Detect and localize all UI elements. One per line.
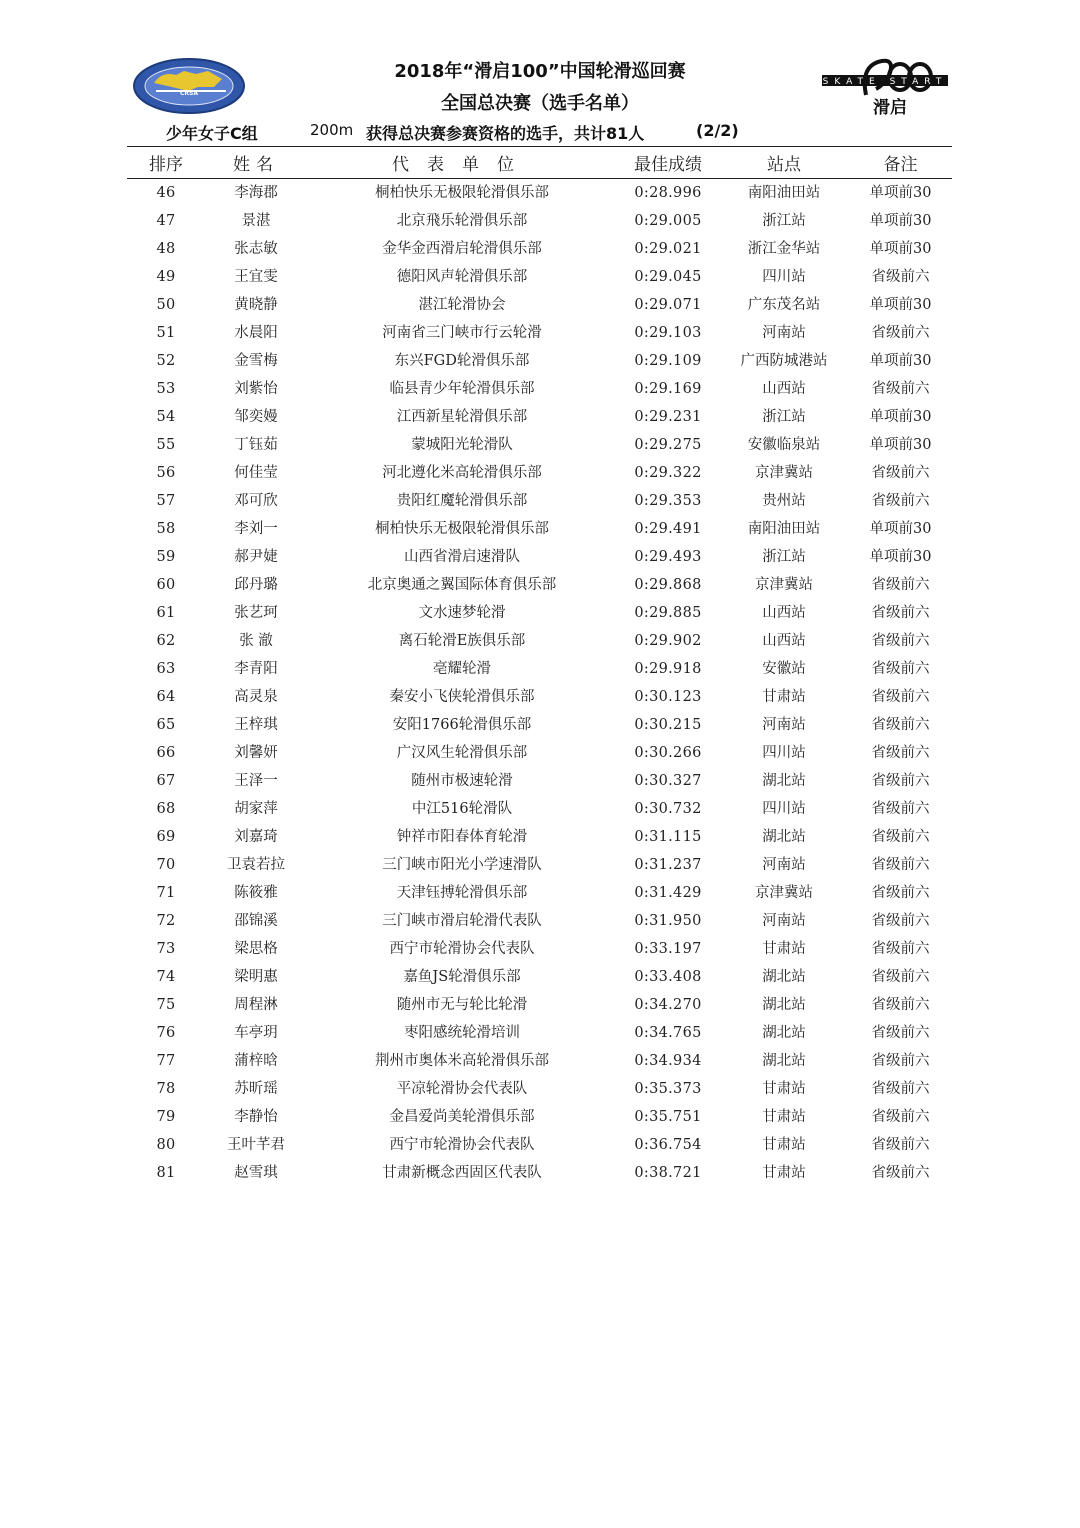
note-cell: 单项前30 — [869, 521, 932, 537]
time-cell: 0:29.071 — [634, 297, 702, 313]
rank-cell: 71 — [156, 885, 176, 901]
name-cell: 水晨阳 — [234, 325, 278, 341]
name-cell: 丁钰茹 — [234, 437, 278, 453]
rank-cell: 52 — [156, 353, 176, 369]
rank-cell: 73 — [156, 941, 176, 957]
unit-cell: 钟祥市阳春体育轮滑 — [396, 829, 528, 845]
name-cell: 李青阳 — [234, 661, 278, 677]
note-cell: 省级前六 — [871, 997, 930, 1013]
rank-cell: 68 — [156, 801, 176, 817]
rank-cell: 46 — [156, 185, 176, 201]
note-cell: 省级前六 — [871, 1025, 930, 1041]
unit-cell: 山西省滑启速滑队 — [404, 549, 520, 565]
unit-cell: 临县青少年轮滑俱乐部 — [389, 381, 535, 397]
time-cell: 0:29.005 — [634, 213, 702, 229]
time-cell: 0:29.868 — [634, 577, 702, 593]
rank-cell: 74 — [156, 969, 176, 985]
rank-cell: 63 — [156, 661, 176, 677]
unit-cell: 平凉轮滑协会代表队 — [396, 1081, 528, 1097]
rank-cell: 55 — [156, 437, 176, 453]
rank-cell: 51 — [156, 325, 176, 341]
time-cell: 0:34.765 — [634, 1025, 702, 1041]
station-cell: 湖北站 — [762, 1025, 806, 1041]
unit-cell: 桐柏快乐无极限轮滑俱乐部 — [375, 521, 549, 537]
note-cell: 省级前六 — [871, 1109, 930, 1125]
time-cell: 0:35.373 — [634, 1081, 702, 1097]
station-cell: 山西站 — [762, 633, 806, 649]
station-cell: 浙江站 — [762, 213, 806, 229]
table-row — [127, 712, 952, 740]
note-cell: 省级前六 — [871, 1053, 930, 1069]
name-cell: 李海郡 — [234, 185, 278, 201]
unit-cell: 随州市极速轮滑 — [411, 773, 513, 789]
station-cell: 安徽站 — [762, 661, 806, 677]
time-cell: 0:29.045 — [634, 269, 702, 285]
station-cell: 广东茂名站 — [747, 297, 821, 313]
station-cell: 甘肃站 — [762, 1165, 806, 1181]
table-row — [127, 936, 952, 964]
station-cell: 山西站 — [762, 605, 806, 621]
unit-cell: 东兴FGD轮滑俱乐部 — [394, 353, 530, 369]
name-cell: 卫袁若拉 — [227, 857, 285, 873]
note-cell: 单项前30 — [869, 549, 932, 565]
note-cell: 省级前六 — [871, 605, 930, 621]
name-cell: 景湛 — [241, 213, 271, 229]
rank-cell: 48 — [156, 241, 176, 257]
note-cell: 省级前六 — [871, 969, 930, 985]
time-cell: 0:29.322 — [634, 465, 702, 481]
table-row — [127, 740, 952, 768]
unit-cell: 金华金西滑启轮滑俱乐部 — [382, 241, 542, 257]
rank-cell: 79 — [156, 1109, 176, 1125]
table-row — [127, 1160, 952, 1188]
unit-cell: 江西新星轮滑俱乐部 — [396, 409, 528, 425]
table-row — [127, 180, 952, 208]
station-cell: 湖北站 — [762, 969, 806, 985]
note-cell: 省级前六 — [871, 801, 930, 817]
note-cell: 省级前六 — [871, 661, 930, 677]
note-cell: 省级前六 — [871, 745, 930, 761]
note-cell: 省级前六 — [871, 857, 930, 873]
unit-cell: 三门峡市阳光小学速滑队 — [382, 857, 542, 873]
time-cell: 0:29.491 — [634, 521, 702, 537]
qualification-text: 获得总决赛参赛资格的选手，共计81人 — [366, 124, 645, 143]
time-cell: 0:29.902 — [634, 633, 702, 649]
table-row — [127, 1132, 952, 1160]
name-cell: 刘紫怡 — [234, 381, 278, 397]
col-note-header: 备注 — [883, 155, 918, 175]
table-row — [127, 376, 952, 404]
table-row — [127, 880, 952, 908]
svg-text:CRSA: CRSA — [180, 90, 198, 97]
note-cell: 省级前六 — [871, 381, 930, 397]
name-cell: 高灵泉 — [234, 689, 278, 705]
name-cell: 王叶芊君 — [227, 1137, 285, 1153]
rank-cell: 80 — [156, 1137, 176, 1153]
station-cell: 安徽临泉站 — [747, 437, 821, 453]
rank-cell: 75 — [156, 997, 176, 1013]
rank-cell: 56 — [156, 465, 176, 481]
name-cell: 邓可欣 — [234, 493, 278, 509]
time-cell: 0:29.231 — [634, 409, 702, 425]
name-cell: 胡家萍 — [234, 801, 278, 817]
col-time-header: 最佳成绩 — [634, 155, 702, 175]
col-rank-header: 排序 — [149, 155, 183, 175]
unit-cell: 蒙城阳光轮滑队 — [411, 437, 513, 453]
station-cell: 京津冀站 — [755, 577, 813, 593]
unit-cell: 枣阳感统轮滑培训 — [404, 1025, 520, 1041]
name-cell: 王宜雯 — [234, 269, 278, 285]
unit-cell: 湛江轮滑协会 — [418, 297, 506, 313]
unit-cell: 贵阳红魔轮滑俱乐部 — [396, 493, 528, 509]
name-cell: 李静怡 — [234, 1109, 278, 1125]
table-row — [127, 544, 952, 572]
unit-cell: 金昌爱尚美轮滑俱乐部 — [389, 1109, 535, 1125]
station-cell: 湖北站 — [762, 829, 806, 845]
unit-cell: 西宁市轮滑协会代表队 — [389, 1137, 535, 1153]
rank-cell: 81 — [156, 1165, 176, 1181]
distance-label: 200m — [310, 121, 354, 139]
note-cell: 省级前六 — [871, 941, 930, 957]
note-cell: 省级前六 — [871, 829, 930, 845]
name-cell: 张 澈 — [239, 633, 273, 649]
unit-cell: 河北遵化米高轮滑俱乐部 — [382, 465, 542, 481]
rank-cell: 70 — [156, 857, 176, 873]
name-cell: 何佳莹 — [234, 465, 278, 481]
table-row — [127, 264, 952, 292]
name-cell: 王梓琪 — [234, 717, 278, 733]
note-cell: 省级前六 — [871, 493, 930, 509]
unit-cell: 北京奥通之翼国际体育俱乐部 — [367, 577, 557, 593]
time-cell: 0:29.353 — [634, 493, 702, 509]
unit-cell: 桐柏快乐无极限轮滑俱乐部 — [375, 185, 549, 201]
name-cell: 刘馨妍 — [234, 745, 278, 761]
unit-cell: 德阳风声轮滑俱乐部 — [396, 269, 528, 285]
table-row — [127, 824, 952, 852]
time-cell: 0:31.237 — [634, 857, 702, 873]
table-row — [127, 292, 952, 320]
note-cell: 省级前六 — [871, 689, 930, 705]
time-cell: 0:30.123 — [634, 689, 702, 705]
name-cell: 陈筱雅 — [234, 885, 278, 901]
name-cell: 苏昕瑶 — [234, 1081, 278, 1097]
time-cell: 0:35.751 — [634, 1109, 702, 1125]
table-row — [127, 320, 952, 348]
unit-cell: 河南省三门峡市行云轮滑 — [382, 325, 542, 341]
note-cell: 省级前六 — [871, 465, 930, 481]
station-cell: 广西防城港站 — [740, 353, 828, 369]
station-cell: 甘肃站 — [762, 1109, 806, 1125]
note-cell: 省级前六 — [871, 633, 930, 649]
table-row — [127, 236, 952, 264]
note-cell: 省级前六 — [871, 325, 930, 341]
name-cell: 郝尹婕 — [234, 549, 278, 565]
name-cell: 张志敏 — [234, 241, 278, 257]
station-cell: 甘肃站 — [762, 1081, 806, 1097]
time-cell: 0:31.115 — [634, 829, 702, 845]
rank-cell: 65 — [156, 717, 176, 733]
note-cell: 省级前六 — [871, 269, 930, 285]
station-cell: 山西站 — [762, 381, 806, 397]
col-unit-header: 代表单位 — [392, 155, 532, 175]
rank-cell: 66 — [156, 745, 176, 761]
station-cell: 南阳油田站 — [747, 185, 821, 201]
table-row — [127, 908, 952, 936]
table-row — [127, 488, 952, 516]
time-cell: 0:33.408 — [634, 969, 702, 985]
station-cell: 湖北站 — [762, 773, 806, 789]
rank-cell: 78 — [156, 1081, 176, 1097]
note-cell: 省级前六 — [871, 577, 930, 593]
table-row — [127, 1048, 952, 1076]
time-cell: 0:33.197 — [634, 941, 702, 957]
note-cell: 省级前六 — [871, 1165, 930, 1181]
name-cell: 周程淋 — [234, 997, 278, 1013]
station-cell: 南阳油田站 — [747, 521, 821, 537]
station-cell: 浙江金华站 — [747, 241, 821, 257]
station-cell: 河南站 — [762, 325, 806, 341]
table-row — [127, 432, 952, 460]
table-top-rule — [127, 146, 952, 147]
unit-cell: 天津钰搏轮滑俱乐部 — [396, 885, 528, 901]
table-row — [127, 1020, 952, 1048]
time-cell: 0:30.732 — [634, 801, 702, 817]
name-cell: 赵雪琪 — [234, 1165, 278, 1181]
unit-cell: 甘肃新概念西固区代表队 — [382, 1165, 542, 1181]
note-cell: 省级前六 — [871, 1081, 930, 1097]
rank-cell: 77 — [156, 1053, 176, 1069]
station-cell: 湖北站 — [762, 1053, 806, 1069]
time-cell: 0:30.327 — [634, 773, 702, 789]
time-cell: 0:29.885 — [634, 605, 702, 621]
station-cell: 贵州站 — [762, 493, 806, 509]
unit-cell: 文水速梦轮滑 — [418, 605, 506, 621]
time-cell: 0:31.950 — [634, 913, 702, 929]
station-cell: 浙江站 — [762, 409, 806, 425]
rank-cell: 47 — [156, 213, 176, 229]
name-cell: 王泽一 — [234, 773, 278, 789]
rank-cell: 76 — [156, 1025, 176, 1041]
table-row — [127, 852, 952, 880]
time-cell: 0:36.754 — [634, 1137, 702, 1153]
station-cell: 四川站 — [762, 745, 806, 761]
note-cell: 省级前六 — [871, 773, 930, 789]
table-row — [127, 964, 952, 992]
time-cell: 0:29.493 — [634, 549, 702, 565]
time-cell: 0:28.996 — [634, 185, 702, 201]
name-cell: 梁思格 — [234, 941, 278, 957]
table-row — [127, 460, 952, 488]
time-cell: 0:29.275 — [634, 437, 702, 453]
unit-cell: 广汉风生轮滑俱乐部 — [396, 745, 528, 761]
brand-cn-text: 滑启 — [873, 98, 907, 118]
rank-cell: 59 — [156, 549, 176, 565]
rank-cell: 58 — [156, 521, 176, 537]
note-cell: 单项前30 — [869, 437, 932, 453]
page-subtitle: 全国总决赛（选手名单） — [441, 93, 639, 114]
col-name-header: 姓名 — [233, 155, 279, 175]
table-row — [127, 348, 952, 376]
rank-cell: 60 — [156, 577, 176, 593]
note-cell: 省级前六 — [871, 717, 930, 733]
rank-cell: 61 — [156, 605, 176, 621]
table-row — [127, 404, 952, 432]
note-cell: 省级前六 — [871, 913, 930, 929]
station-cell: 河南站 — [762, 857, 806, 873]
results-table-body — [127, 180, 952, 1188]
note-cell: 省级前六 — [871, 1137, 930, 1153]
page-indicator: (2/2) — [696, 121, 739, 140]
table-row — [127, 600, 952, 628]
unit-cell: 三门峡市滑启轮滑代表队 — [382, 913, 542, 929]
table-row — [127, 572, 952, 600]
table-row — [127, 796, 952, 824]
station-cell: 甘肃站 — [762, 689, 806, 705]
note-cell: 省级前六 — [871, 885, 930, 901]
station-cell: 京津冀站 — [755, 885, 813, 901]
table-row — [127, 516, 952, 544]
station-cell: 四川站 — [762, 801, 806, 817]
station-cell: 浙江站 — [762, 549, 806, 565]
note-cell: 单项前30 — [869, 297, 932, 313]
station-cell: 甘肃站 — [762, 941, 806, 957]
group-label: 少年女子C组 — [166, 124, 258, 143]
brand-text: SKATE START — [822, 77, 948, 87]
station-cell: 甘肃站 — [762, 1137, 806, 1153]
table-header — [127, 150, 952, 176]
time-cell: 0:29.169 — [634, 381, 702, 397]
name-cell: 邹奕嫚 — [234, 409, 278, 425]
note-cell: 单项前30 — [869, 353, 932, 369]
time-cell: 0:30.215 — [634, 717, 702, 733]
name-cell: 车亭玥 — [234, 1025, 278, 1041]
station-cell: 四川站 — [762, 269, 806, 285]
rank-cell: 49 — [156, 269, 176, 285]
time-cell: 0:29.021 — [634, 241, 702, 257]
name-cell: 黄晓静 — [234, 297, 278, 313]
unit-cell: 中江516轮滑队 — [411, 801, 513, 817]
time-cell: 0:31.429 — [634, 885, 702, 901]
rank-cell: 50 — [156, 297, 176, 313]
rank-cell: 53 — [156, 381, 176, 397]
note-cell: 单项前30 — [869, 185, 932, 201]
col-station-header: 站点 — [767, 155, 801, 175]
time-cell: 0:34.270 — [634, 997, 702, 1013]
name-cell: 邵锦溪 — [234, 913, 278, 929]
name-cell: 金雪梅 — [234, 353, 278, 369]
time-cell: 0:34.934 — [634, 1053, 702, 1069]
time-cell: 0:29.918 — [634, 661, 702, 677]
unit-cell: 嘉鱼JS轮滑俱乐部 — [403, 969, 521, 985]
table-header-rule — [127, 178, 952, 179]
table-row — [127, 768, 952, 796]
unit-cell: 离石轮滑E族俱乐部 — [398, 633, 526, 649]
rank-cell: 57 — [156, 493, 176, 509]
unit-cell: 亳耀轮滑 — [433, 661, 491, 677]
rank-cell: 62 — [156, 633, 176, 649]
name-cell: 张艺珂 — [234, 605, 278, 621]
time-cell: 0:38.721 — [634, 1165, 702, 1181]
station-cell: 京津冀站 — [755, 465, 813, 481]
note-cell: 单项前30 — [869, 213, 932, 229]
note-cell: 单项前30 — [869, 241, 932, 257]
unit-cell: 荆州市奥体米高轮滑俱乐部 — [375, 1053, 549, 1069]
rank-cell: 69 — [156, 829, 176, 845]
name-cell: 刘嘉琦 — [234, 829, 278, 845]
name-cell: 蒲梓晗 — [234, 1053, 278, 1069]
rank-cell: 72 — [156, 913, 176, 929]
time-cell: 0:30.266 — [634, 745, 702, 761]
table-row — [127, 208, 952, 236]
rank-cell: 54 — [156, 409, 176, 425]
name-cell: 梁明惠 — [234, 969, 278, 985]
table-row — [127, 992, 952, 1020]
unit-cell: 北京飛乐轮滑俱乐部 — [396, 213, 528, 229]
table-row — [127, 628, 952, 656]
unit-cell: 随州市无与轮比轮滑 — [396, 997, 528, 1013]
name-cell: 邱丹璐 — [234, 577, 278, 593]
rank-cell: 64 — [156, 689, 176, 705]
unit-cell: 西宁市轮滑协会代表队 — [389, 941, 535, 957]
unit-cell: 秦安小飞侠轮滑俱乐部 — [389, 689, 535, 705]
table-row — [127, 656, 952, 684]
station-cell: 河南站 — [762, 717, 806, 733]
name-cell: 李刘一 — [234, 521, 278, 537]
table-row — [127, 1076, 952, 1104]
note-cell: 单项前30 — [869, 409, 932, 425]
table-row — [127, 684, 952, 712]
rank-cell: 67 — [156, 773, 176, 789]
unit-cell: 安阳1766轮滑俱乐部 — [392, 717, 532, 733]
station-cell: 湖北站 — [762, 997, 806, 1013]
station-cell: 河南站 — [762, 913, 806, 929]
page-title: 2018年“滑启100”中国轮滑巡回赛 — [394, 61, 686, 82]
time-cell: 0:29.109 — [634, 353, 702, 369]
table-row — [127, 1104, 952, 1132]
time-cell: 0:29.103 — [634, 325, 702, 341]
